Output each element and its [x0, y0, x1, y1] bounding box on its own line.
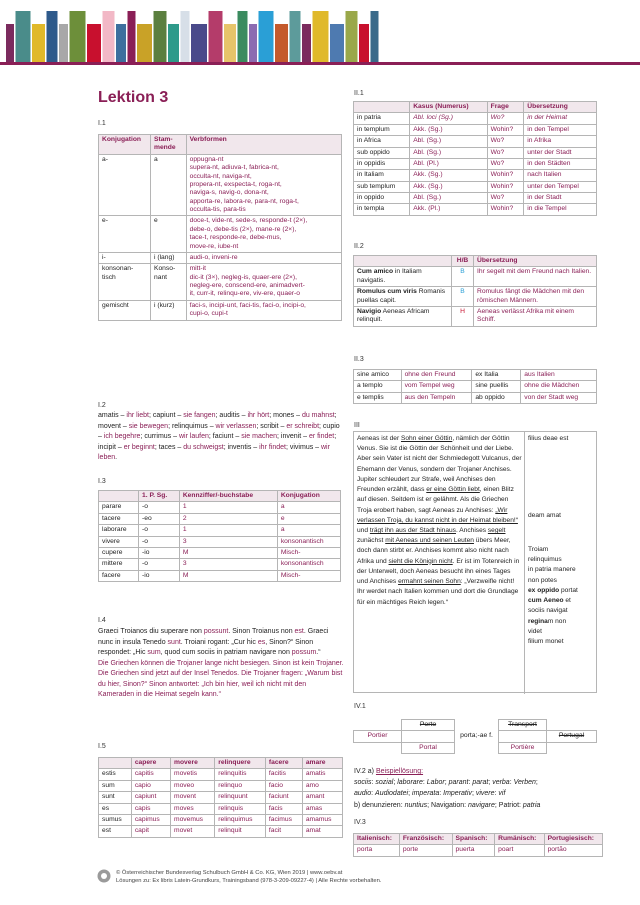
book-spine — [6, 24, 14, 62]
header-cell: Rumänisch: — [495, 834, 544, 845]
section-label-i3: I.3 — [98, 478, 106, 485]
book-spine — [32, 24, 45, 62]
table-row: gemischt i (kurz) faci-s, incipi-unt, faci-tis, faci-o, incipi-o, cupi-o, cupi-t — [99, 300, 342, 320]
book-spine — [59, 24, 68, 62]
section-label-ii3: II.3 — [354, 356, 364, 363]
verb-translations: amatis – ihr liebt; capiunt – sie fangen; auditis – ihr hört; mones – du mahnst; movent – sie bewegen; relinquimus – wir verlassen; scribit – er schreibt; cupio – ich begehre; currimus – wir laufen; faciunt – sie machen; invenit – er findet; incipit – er beginnt; taces – du schweigst; inventis – ihr findet; vivimus – wir leben. — [98, 412, 340, 461]
book-spine — [181, 11, 190, 62]
table-row: vivere -o 3 konsonantisch — [99, 536, 341, 547]
header-cell — [354, 102, 410, 113]
latin-paragraph: Graeci Troianos diu superare non possunt. Sinon Troianus non est. Graeci nunc in insula Tenedo sunt. Troiani rogant: „Cur hic es, Sinon?“ Sinon respondet: „Hic sum, quod cum sociis in patriam navigare non possum.“ — [98, 628, 329, 656]
section-label-iv2: IV.2 — [354, 768, 366, 775]
book-spine — [346, 11, 358, 62]
solution-line-1: sociis: sozial; laborare: Labor; parant: parat; verba: Verben; — [354, 779, 538, 787]
book-spine — [191, 24, 207, 62]
book-spine — [154, 11, 167, 62]
header-cell: amare — [302, 758, 342, 769]
table-row: Navigio Aeneas Africam relinquit. H Aeneas verlässt Afrika mit einem Schiff. — [354, 306, 597, 326]
header-cell: facere — [265, 758, 302, 769]
book-spine — [330, 24, 344, 62]
table-row: e templis aus den Tempeln ab oppido von der Stadt weg — [354, 392, 597, 403]
solution-line-3: b) denunzieren: nuntius; Navigation: navigare; Patriot: patria — [354, 801, 541, 809]
word-porta: porta;-ae f. — [460, 731, 493, 739]
aeneas-text: Aeneas ist der Sohn einer Göttin, nämlich der Göttin Venus. Sie ist die Göttin der Schönheit und der Liebe. Aber sein Vater ist nicht der Schmiedegott Vulcanus, der Ehemann der Venus, sondern der Trojaner Anchises. Jupiter schleudert zur Strafe, weil Anchises den Freunden erzählt, dass er eine Göttin liebt, einen Blitz auf diesen. Seitdem ist er gelähmt. Als die Griechen Troja erobert haben, sagt Aeneas zu Anchises: „Wir verlassen Troja, du kannst nicht in der Heimat bleiben!“ und trägt ihn aus der Stadt hinaus. Anchises segelt zunächst mit Aeneas und seinen Leuten übers Meer, doch dann stirbt er. Anchises kommt also nicht nach Afrika und sieht die Königin nicht. Er ist im Totenreich in der Unterwelt, doch Aeneas besucht ihn eines Tages und Anchises ermahnt seinen Sohn: „Verzweifle nicht! Ihr werdet nach Italien kommen und dort die Grundlage für ein mächtiges Reich legen.“ — [357, 435, 522, 606]
table-row: laborare -o 1 a — [99, 525, 341, 536]
book-spine — [116, 24, 126, 62]
word-portiere: Portière — [499, 742, 547, 753]
table-row: sub templum Akk. (Sg.) Wohin? unter den Tempel — [354, 181, 597, 192]
book-spine — [290, 11, 301, 62]
table-row: a templo vom Tempel weg sine puellis ohne die Mädchen — [354, 381, 597, 392]
header-cell: capere — [131, 758, 170, 769]
book-spine — [302, 24, 311, 62]
header-cell: Portugiesisch: — [544, 834, 602, 845]
table-row: Romulus cum viris Romanis puellas capit. B Romulus fängt die Mädchen mit den römischen Männern. — [354, 287, 597, 307]
case-table — [353, 101, 597, 216]
table-row: sunt capiunt movent relinquunt faciunt amant — [99, 792, 343, 803]
iv2-solution: IV.2 a) Beispiellösung: sociis: sozial; laborare: Labor; parant: parat; verba: Verben; audio: Audiodatei; imperata: Imperativ; vivere: vif b) denunzieren: nuntius; Navigation: navigare; Patriot: patria — [354, 766, 604, 811]
word-portugal: Portugal — [547, 731, 597, 742]
book-spine — [238, 11, 248, 62]
section-label-i1: I.1 — [98, 120, 106, 127]
word-porto: Porto — [402, 720, 455, 731]
table-row: estis capitis movetis relinquitis facitis amatis — [99, 769, 343, 780]
word-portal: Portal — [402, 742, 455, 753]
header-cell: Konjugation — [99, 135, 151, 155]
book-spine — [16, 11, 31, 62]
book-spine — [209, 11, 223, 62]
header-cell: 1. P. Sg. — [139, 491, 180, 502]
book-spine — [87, 24, 101, 62]
section-label-i2: I.2 — [98, 402, 106, 409]
book-spine — [224, 24, 236, 62]
header-cell: Verbformen — [186, 135, 341, 155]
section-label-i4: I.4 — [98, 617, 106, 624]
book-spine — [137, 24, 152, 62]
section-label-iv1: IV.1 — [354, 703, 366, 710]
german-paragraph-2: Die Griechen sind jetzt auf der Insel Tenedos. Die Trojaner fragen: „Warum bist du hier, Sinon?“ Sinon antwortet: „Ich bin hier, weil ich nicht mit den Kameraden in die Heimat segeln kann.“ — [98, 670, 343, 698]
table-row: facere -io M Misch- — [99, 570, 341, 581]
table-row: sub oppido Abl. (Sg.) Wo? unter der Stadt — [354, 147, 597, 158]
section-label-iii: III — [354, 422, 360, 429]
latin-answer-1: filius deae est — [528, 435, 569, 442]
solution-heading: Beispiellösung: — [375, 768, 424, 775]
header-cell — [354, 256, 452, 267]
book-spine — [168, 24, 179, 62]
section-label-i5: I.5 — [98, 743, 106, 750]
table-row: est capit movet relinquit facit amat — [99, 826, 343, 837]
header-cell: movere — [171, 758, 215, 769]
solution-line-2: audio: Audiodatei; imperata: Imperativ; vivere: vif — [354, 790, 506, 798]
table-row: in oppidis Abl. (Pl.) Wo? in den Städten — [354, 158, 597, 169]
sinon-text — [98, 627, 344, 701]
book-spine — [275, 24, 288, 62]
table-row: mittere -o 3 konsonantisch — [99, 559, 341, 570]
preposition-table — [353, 369, 597, 404]
table-row: a- a oppugna-nt supera-nt, adiuva-t, fabrica-nt, occulta-nt, naviga-nt, propera-nt, exspecta-t, roga-nt, naviga-s, navig-o, dona-nt, apporta-re, labora-re, para-nt, roga-t, occulta-tis, para-tis — [99, 154, 342, 216]
table-row: porta porte puerta poart portão — [354, 845, 603, 856]
book-spine — [128, 11, 136, 62]
table-row: sum capio moveo relinquo facio amo — [99, 780, 343, 791]
kennziffer-table — [98, 490, 341, 582]
table-row: in Africa Abl. (Sg.) Wo? in Afrika — [354, 136, 597, 147]
table-row: sumus capimus movemus relinquimus facimus amamus — [99, 814, 343, 825]
latin-answer-list: Troiam relinquimus in patria manere non potes ex oppido portat cum Aeneo et sociis navigat reginam non videt filium monet — [528, 546, 578, 645]
word-transport: Transport — [499, 720, 547, 731]
book-spine — [359, 24, 369, 62]
table-row: sine amico ohne den Freund ex Italia aus Italien — [354, 370, 597, 381]
table-row: in templum Akk. (Sg.) Wohin? in den Tempel — [354, 124, 597, 135]
table-row: in patria Abl. loci (Sg.) Wo? in der Heimat — [354, 113, 597, 124]
header-cell — [99, 491, 139, 502]
book-spine — [47, 11, 58, 62]
word-portier: Portier — [354, 731, 402, 742]
column-divider — [524, 432, 525, 694]
table-row: parare -o 1 a — [99, 502, 341, 513]
table-row: i- i (lang) audi-o, inveni-re — [99, 252, 342, 263]
book-spine — [313, 11, 329, 62]
footer — [116, 869, 381, 886]
header-cell: Frage — [487, 102, 524, 113]
header-cell: Stam- mende — [151, 135, 187, 155]
table-row: in oppido Abl. (Sg.) Wo? in der Stadt — [354, 193, 597, 204]
page-title: Lektion 3 — [98, 89, 169, 106]
word-family-table — [353, 719, 597, 754]
header-cell: Übersetzung — [474, 256, 597, 267]
table-row: in templa Akk. (Pl.) Wohin? in die Tempel — [354, 204, 597, 215]
forms-table — [98, 757, 343, 838]
romance-languages-table — [353, 833, 603, 857]
header-cell: Kennziffer/-buchstabe — [179, 491, 277, 502]
table-row: es capis moves relinquis facis amas — [99, 803, 343, 814]
header-bookshelf — [0, 0, 640, 72]
book-spine — [70, 11, 86, 62]
header-cell: H/B — [452, 256, 474, 267]
section-label-ii1: II.1 — [354, 90, 364, 97]
footer-source: Lösungen zu: Ex libris Latein-Grundkurs, Trainingsband (978-3-209-09227-4) | Alle Rechte vorbehalten. — [116, 878, 382, 885]
latin-answer-2: deam amat — [528, 512, 561, 519]
header-cell — [99, 758, 132, 769]
header-cell: Französisch: — [399, 834, 452, 845]
table-row: in Italiam Akk. (Sg.) Wohin? nach Italien — [354, 170, 597, 181]
book-spine — [249, 24, 257, 62]
table-row: konsonan- tisch Konso- nant mitt-it dic-it (3×), negleg-is, quaer-ere (2×), negleg-ere, conscend-ere, animadvert- it, curr-it, relinqu-ere, viv-ere, quaer-o — [99, 264, 342, 301]
header-cell: Kasus (Numerus) — [410, 102, 487, 113]
german-paragraph-1: Die Griechen können die Trojaner lange nicht besiegen. Sinon ist kein Trojaner. — [98, 659, 344, 667]
section-label-ii2: II.2 — [354, 243, 364, 250]
table-row: cupere -io M Misch- — [99, 547, 341, 558]
book-spine — [259, 11, 274, 62]
aeneas-box — [353, 431, 597, 693]
conjugation-table — [98, 134, 342, 321]
book-spine — [371, 11, 379, 62]
oebv-logo-icon — [97, 869, 111, 883]
footer-copyright: © Österreichischer Bundesverlag Schulbuch GmbH & Co. KG, Wien 2019 | www.oebv.at — [116, 870, 343, 876]
header-cell: Konjugation — [277, 491, 340, 502]
table-row: Cum amico in Italiam navigatis. B Ihr segelt mit dem Freund nach Italien. — [354, 267, 597, 287]
header-cell: Spanisch: — [452, 834, 495, 845]
table-row: e- e doce-t, vide-nt, sede-s, responde-t (2×), debe-o, debe-tis (2×), mane-re (2×), tace-t, responde-re, debe-mus, move-re, iube-nt — [99, 216, 342, 253]
hb-table — [353, 255, 597, 327]
section-label-iv3: IV.3 — [354, 819, 366, 826]
header-cell: Übersetzung — [524, 102, 597, 113]
book-spine — [103, 11, 115, 62]
table-row: tacere -eo 2 e — [99, 513, 341, 524]
header-cell: Italienisch: — [354, 834, 400, 845]
header-cell: relinquere — [215, 758, 266, 769]
shelf-line — [0, 62, 640, 65]
